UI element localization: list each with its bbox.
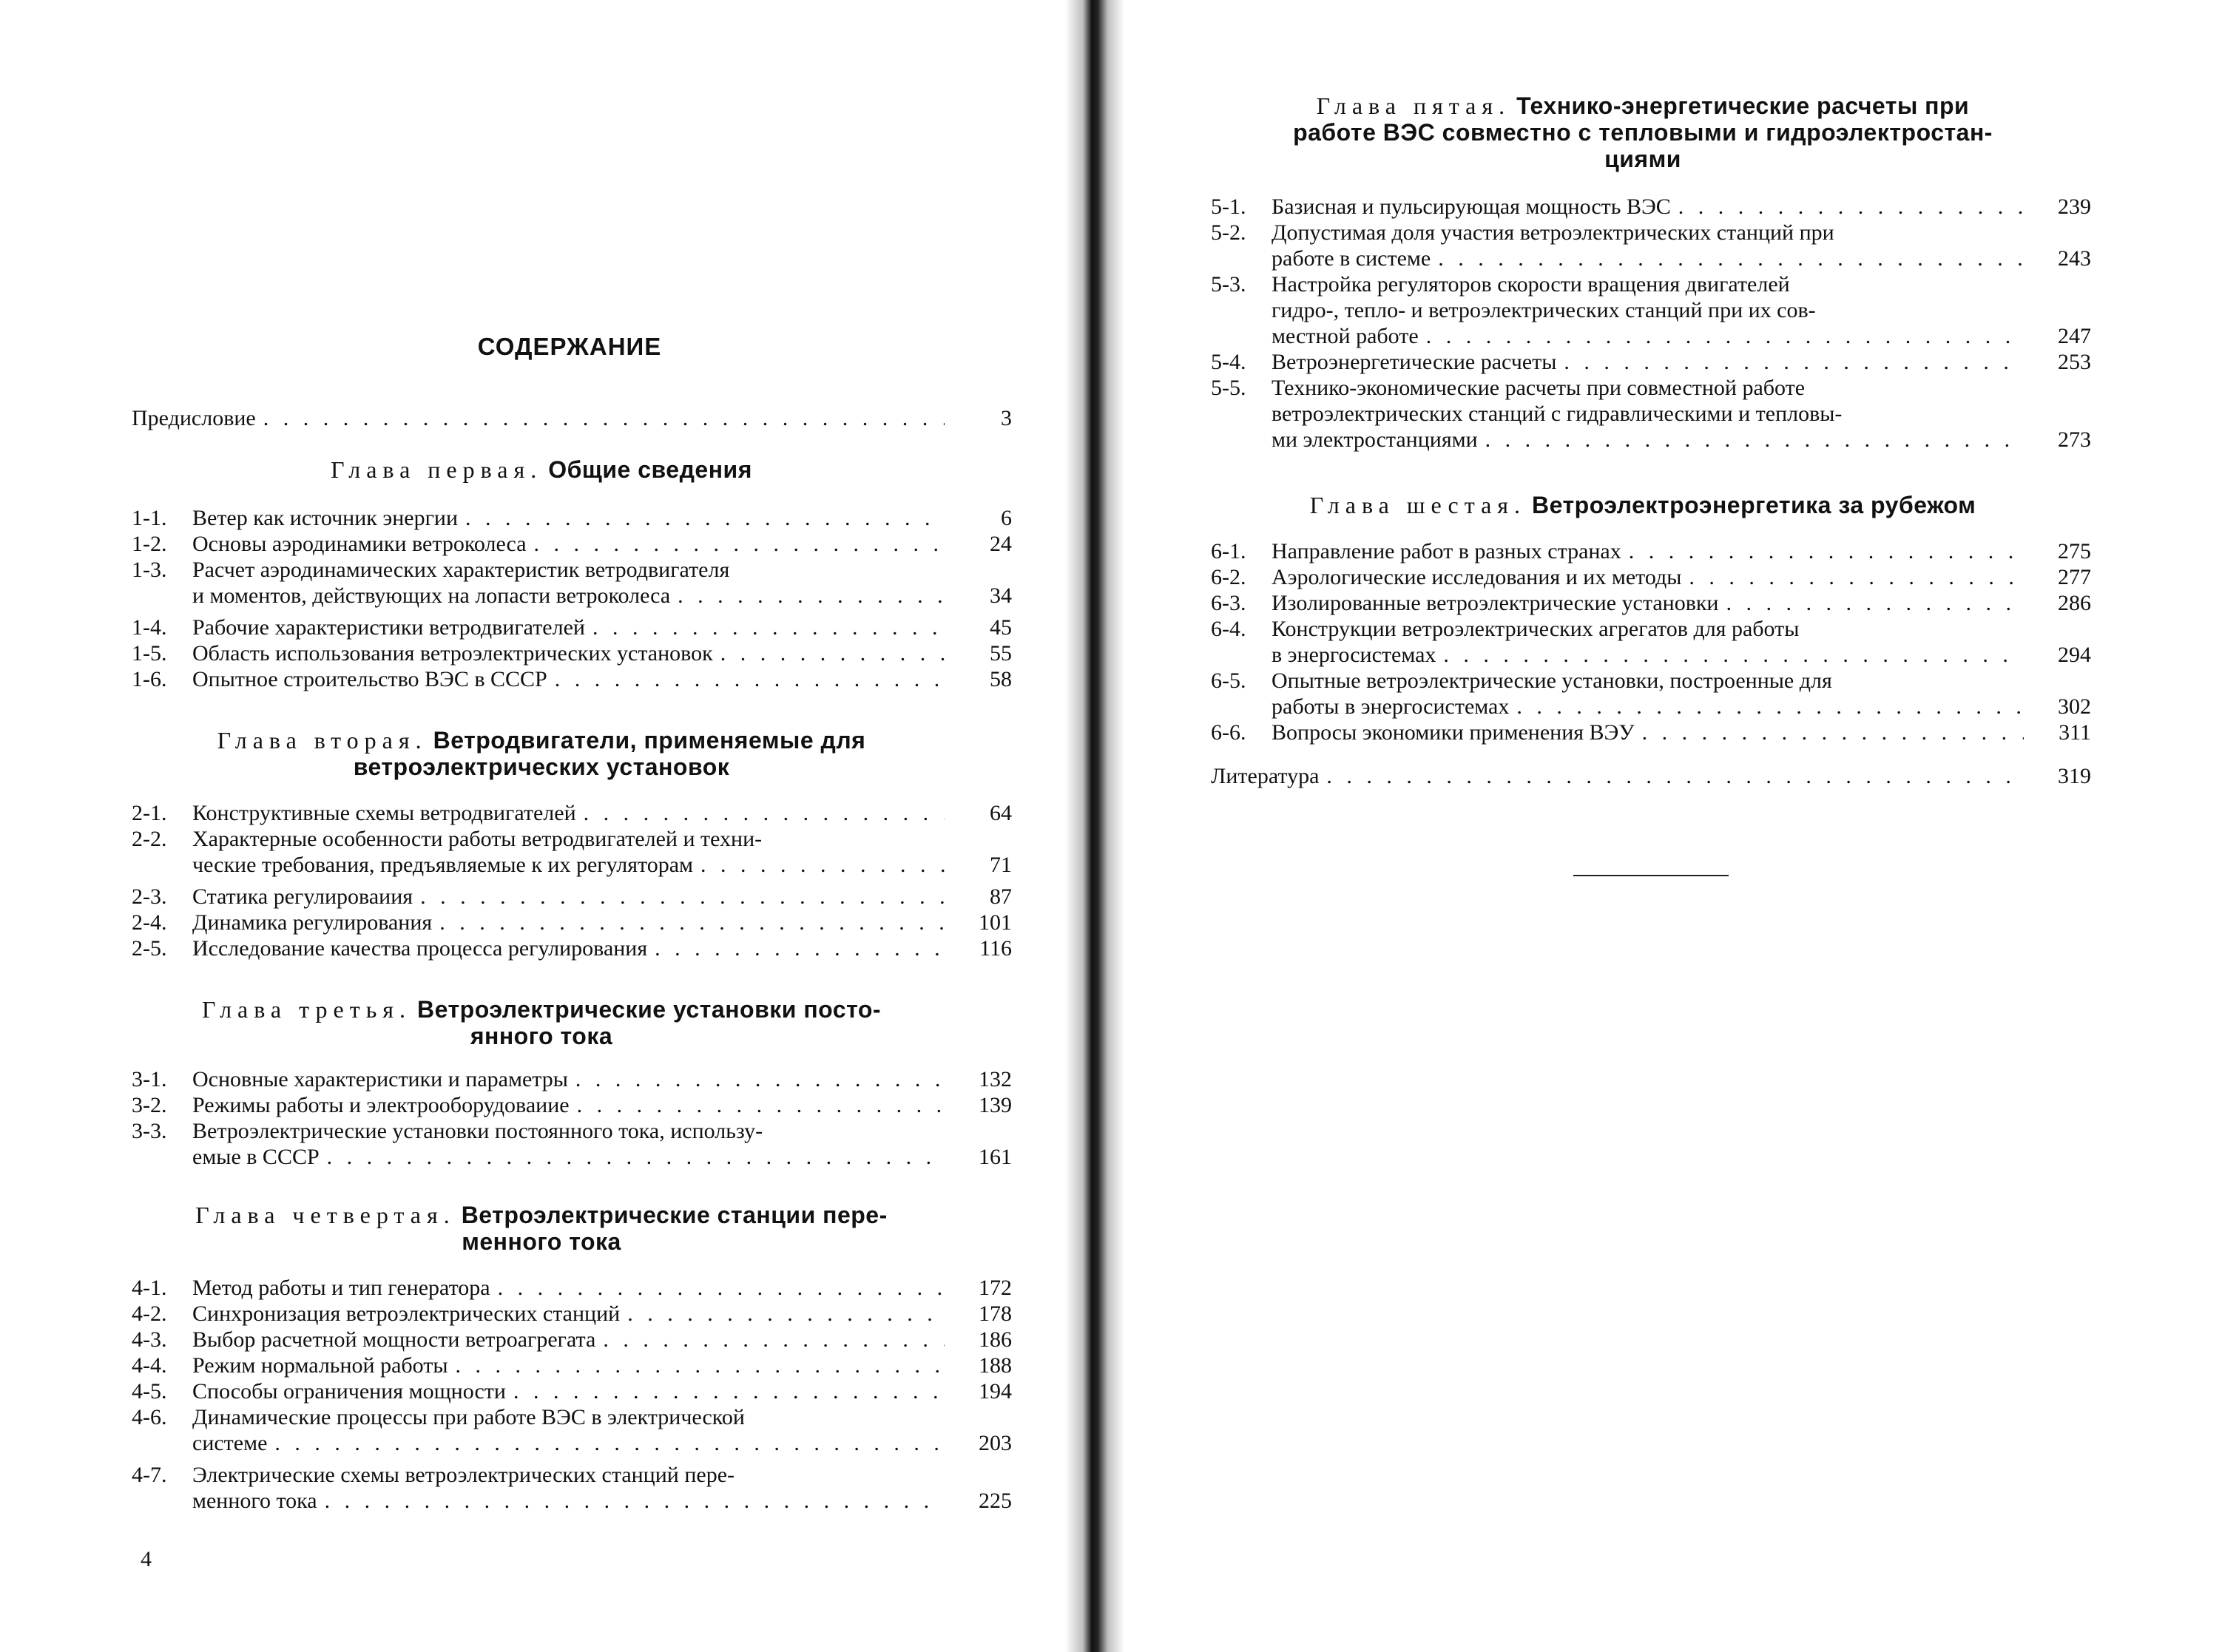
toc-entry: 5-5. Технико-экономические расчеты при совместной работе ветроэлектрических станций с гидравлическими и тепловы- ми электростанциями . . . 273 (1211, 375, 2091, 453)
toc-entry: 4-1. Метод работы и тип генератора . . . 172 (132, 1275, 1012, 1301)
chapter-5-heading: Глава пятая. Технико-энергетические расчеты при работе ВЭС совместно с тепловыми и гидроэлектростан- циями (1293, 92, 1993, 172)
toc-entry: 3-1. Основные характеристики и параметры . . . 132 (132, 1066, 1012, 1092)
chapter-3-sections (132, 1066, 1012, 1170)
toc-entry: 1-4. Рабочие характеристики ветродвигателей . . . 45 (132, 615, 1012, 640)
literature-entry: Литература . . . 319 (1211, 763, 2091, 789)
chapter-3-heading: Глава третья. Ветроэлектрические установки посто- янного тока (201, 996, 882, 1049)
toc-entry: 2-4. Динамика регулирования . . . 101 (132, 910, 1012, 935)
left-page (0, 0, 1069, 1652)
toc-entry: 6-6. Вопросы экономики применения ВЭУ . . . 311 (1211, 720, 2091, 745)
toc-entry: 4-5. Способы ограничения мощности . . . 194 (132, 1378, 1012, 1404)
toc-entry: 4-7. Электрические схемы ветроэлектрических станций пере- менного тока . . . 225 (132, 1462, 1012, 1514)
toc-entry: 5-2. Допустимая доля участия ветроэлектрических станций при работе в системе . . . 243 (1211, 220, 2091, 271)
toc-entry: 5-3. Настройка регуляторов скорости вращения двигателей гидро-, тепло- и ветроэлектрических станций при их сов- местной работе . . . 247 (1211, 271, 2091, 349)
chapter-5-sections (1211, 194, 2091, 453)
literature-block (1211, 763, 2091, 789)
toc-entry: 3-2. Режимы работы и электрооборудоваиие . . . 139 (132, 1092, 1012, 1118)
toc-entry: 1-3. Расчет аэродинамических характеристик ветродвигателя и моментов, действующих на лопасти ветроколеса . . . 34 (132, 557, 1012, 609)
toc-entry: 6-5. Опытные ветроэлектрические установки, построенные для работы в энергосистемах . . . 302 (1211, 668, 2091, 720)
preface-block (132, 405, 1012, 431)
chapter-title: Общие сведения (548, 456, 752, 483)
toc-entry: 2-3. Статика регулироваиия . . . 87 (132, 884, 1012, 910)
chapter-label: Глава первая. (331, 456, 543, 483)
right-page (1110, 0, 2222, 1652)
chapter-2-sections (132, 800, 1012, 961)
toc-entry: 2-1. Конструктивные схемы ветродвигателей . . . 64 (132, 800, 1012, 826)
preface-entry (132, 405, 1012, 431)
chapter-6-sections (1211, 538, 2091, 745)
toc-entry: 3-3. Ветроэлектрические установки постоянного тока, использу- емые в СССР . . . 161 (132, 1118, 1012, 1170)
toc-entry: 2-5. Исследование качества процесса регулирования . . . 116 (132, 935, 1012, 961)
toc-entry: 6-2. Аэрологические исследования и их методы . . . 277 (1211, 564, 2091, 590)
toc-entry: 5-4. Ветроэнергетические расчеты . . . 253 (1211, 349, 2091, 375)
end-rule (1573, 875, 1729, 876)
chapter-4-heading: Глава четвертая. Ветроэлектрические станции пере- менного тока (195, 1202, 888, 1255)
toc-entry: 4-2. Синхронизация ветроэлектрических станций . . . 178 (132, 1301, 1012, 1327)
chapter-1-sections (132, 505, 1012, 692)
toc-entry: 5-1. Базисная и пульсирующая мощность ВЭС . . . 239 (1211, 194, 2091, 220)
chapter-1-heading (132, 456, 951, 483)
toc-entry: 1-6. Опытное строительство ВЭС в СССР . . . 58 (132, 666, 1012, 692)
toc-entry: 6-3. Изолированные ветроэлектрические установки . . . 286 (1211, 590, 2091, 616)
toc-entry: 1-1. Ветер как источник энергии . . . 6 (132, 505, 1012, 531)
toc-entry: 2-2. Характерные особенности работы ветродвигателей и техни- ческие требования, предъявляемые к их регуляторам . . . 71 (132, 826, 1012, 878)
contents-title: СОДЕРЖАНИЕ (477, 333, 662, 360)
toc-entry: 4-6. Динамические процессы при работе ВЭС в электрической системе . . . 203 (132, 1404, 1012, 1456)
chapter-2-heading: Глава вторая. Ветродвигатели, применяемые для ветроэлектрических установок (217, 727, 866, 780)
toc-entry: 6-1. Направление работ в разных странах . . . 275 (1211, 538, 2091, 564)
toc-entry: 6-4. Конструкции ветроэлектрических агрегатов для работы в энергосистемах . . . 294 (1211, 616, 2091, 668)
chapter-6-heading: Глава шестая. Ветроэлектроэнергетика за рубежом (1309, 492, 1976, 518)
chapter-4-sections (132, 1275, 1012, 1514)
toc-entry: 1-5. Область использования ветроэлектрических установок . . . 55 (132, 640, 1012, 666)
toc-entry: 1-2. Основы аэродинамики ветроколеса . . . 24 (132, 531, 1012, 557)
preface-page: 3 (1001, 406, 1012, 430)
page-number-left: 4 (141, 1547, 152, 1571)
toc-entry: 4-4. Режим нормальной работы . . . 188 (132, 1353, 1012, 1378)
preface-label: Предисловие (132, 406, 256, 430)
toc-entry: 4-3. Выбор расчетной мощности ветроагрегата . . . 186 (132, 1327, 1012, 1353)
